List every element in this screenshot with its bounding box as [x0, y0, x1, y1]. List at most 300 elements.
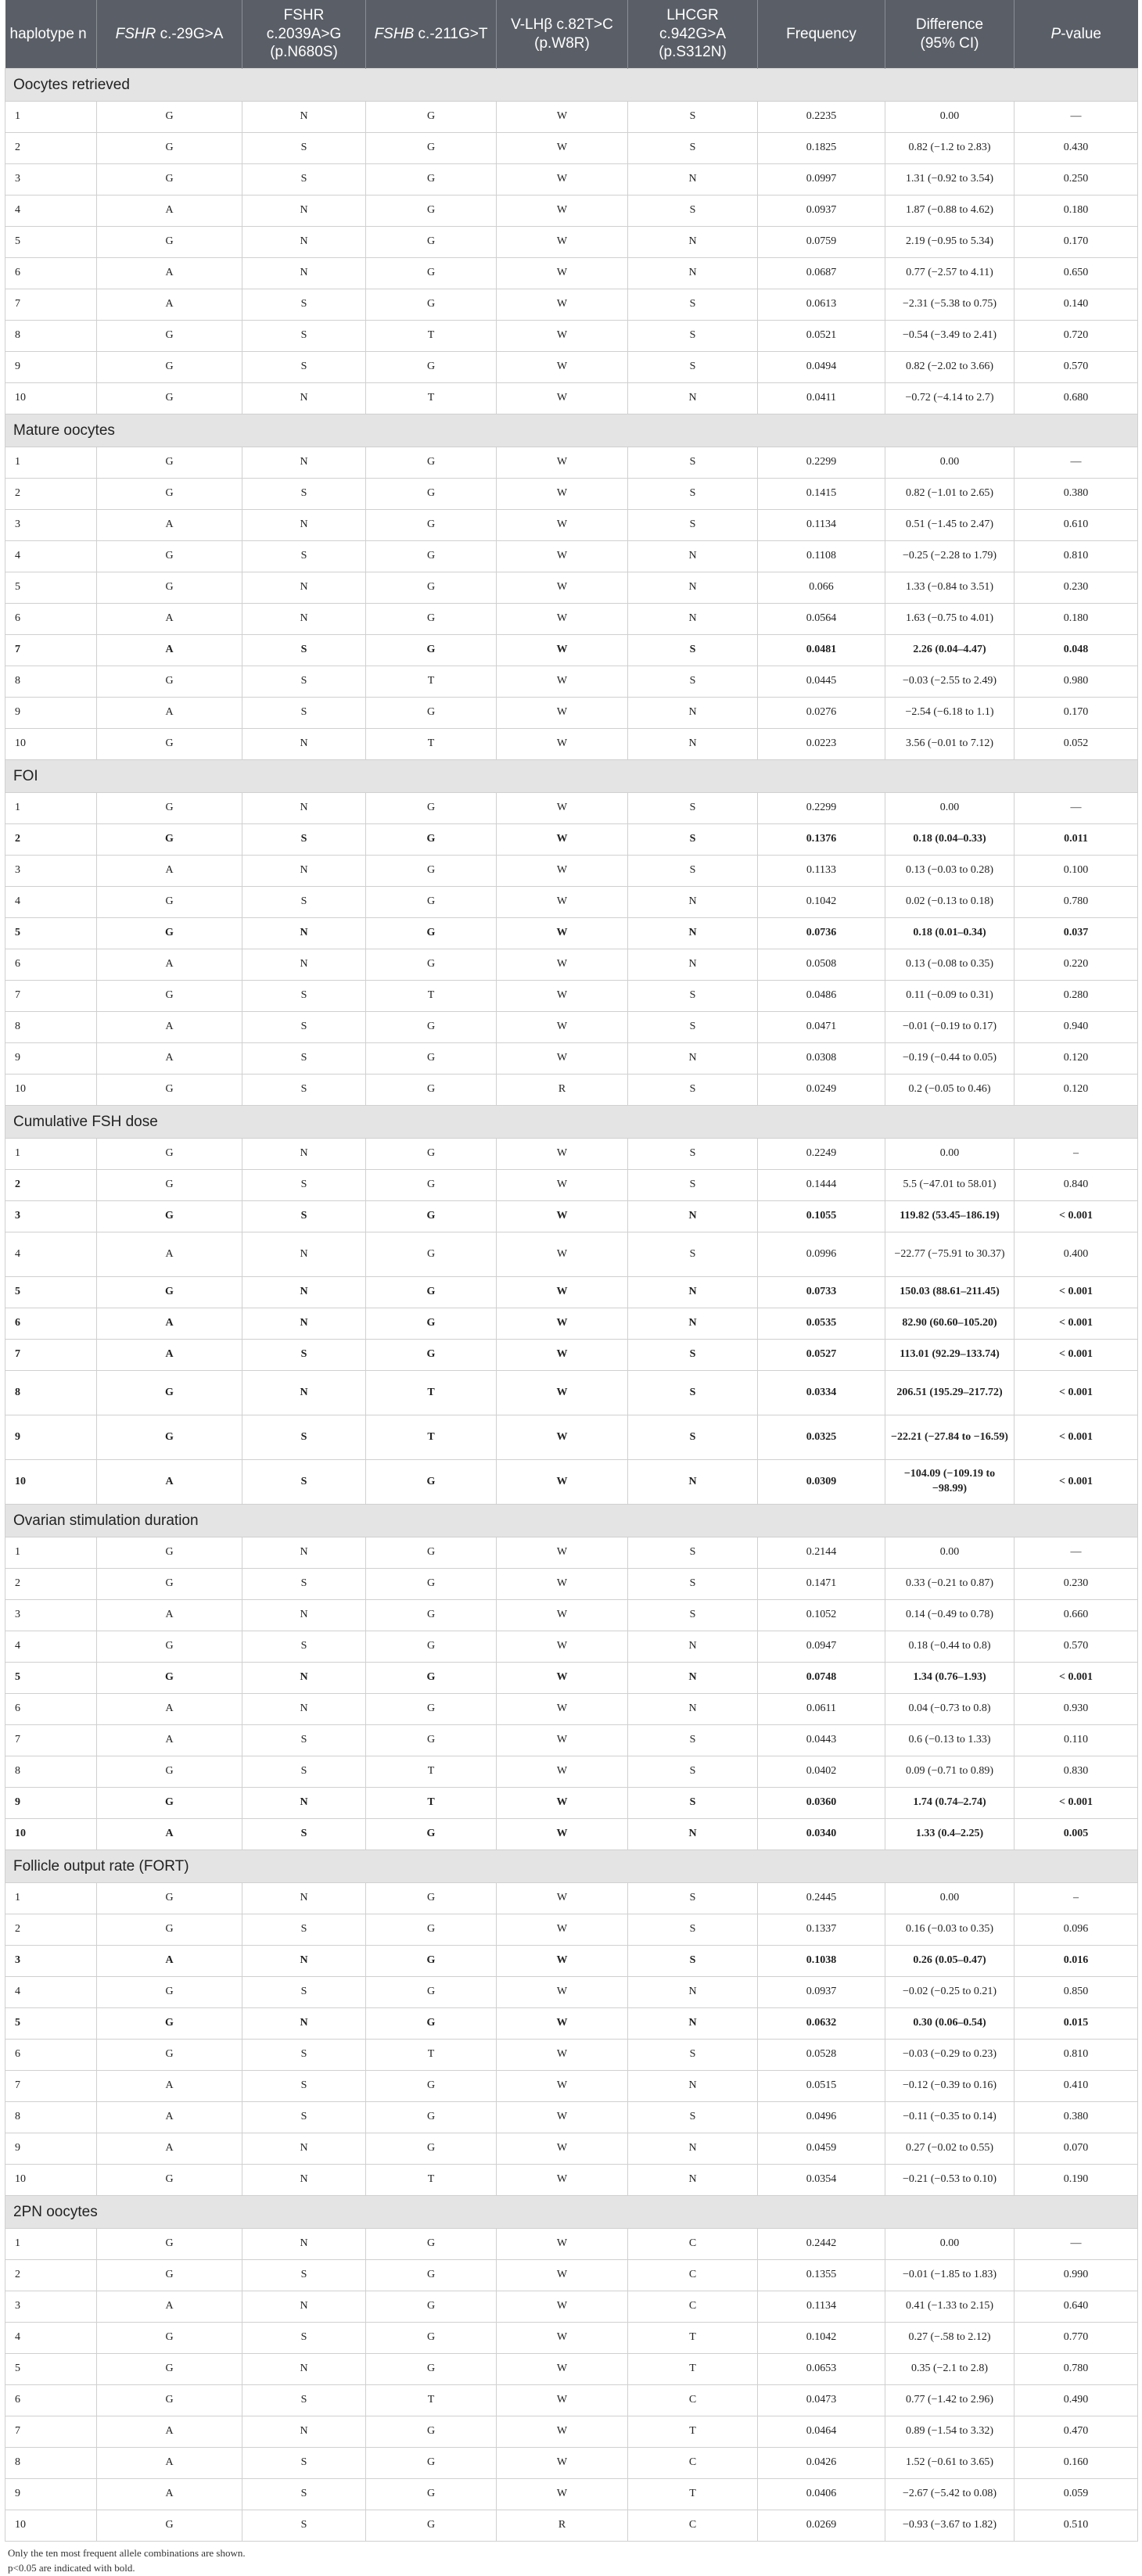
table-row	[5, 1308, 1138, 1340]
table-cell-a: G	[97, 164, 242, 196]
table-cell-c: G	[366, 2354, 497, 2385]
table-cell-diff: 0.27 (−0.02 to 0.55)	[885, 2133, 1015, 2165]
table-cell-b: S	[242, 1569, 366, 1600]
table-cell-b: N	[242, 1308, 366, 1340]
table-cell-e: S	[628, 102, 758, 133]
table-cell-d: W	[497, 918, 628, 949]
table-cell-a: G	[97, 2354, 242, 2385]
table-cell-a: G	[97, 2008, 242, 2040]
table-cell-n: 4	[5, 196, 97, 227]
table-cell-b: N	[242, 1537, 366, 1569]
table-cell-n: 10	[5, 1460, 97, 1505]
table-cell-diff: −22.77 (−75.91 to 30.37)	[885, 1232, 1015, 1277]
table-cell-c: T	[366, 1756, 497, 1788]
table-row	[5, 2448, 1138, 2479]
table-cell-e: C	[628, 2291, 758, 2323]
table-cell-c: G	[366, 227, 497, 258]
table-row	[5, 1977, 1138, 2008]
table-cell-p: < 0.001	[1015, 1340, 1138, 1371]
table-cell-e: N	[628, 2071, 758, 2102]
table-cell-d: W	[497, 321, 628, 352]
table-cell-d: W	[497, 2260, 628, 2291]
table-cell-d: W	[497, 2323, 628, 2354]
table-cell-diff: 150.03 (88.61–211.45)	[885, 1277, 1015, 1308]
table-cell-diff: 1.33 (0.4–2.25)	[885, 1819, 1015, 1850]
table-cell-freq: 0.2299	[758, 447, 885, 479]
table-cell-b: S	[242, 164, 366, 196]
table-cell-p: 0.005	[1015, 1819, 1138, 1850]
table-cell-a: A	[97, 604, 242, 635]
table-cell-p: < 0.001	[1015, 1371, 1138, 1415]
table-cell-e: S	[628, 447, 758, 479]
table-cell-b: S	[242, 1340, 366, 1371]
table-cell-p: 0.190	[1015, 2165, 1138, 2196]
table-cell-e: N	[628, 164, 758, 196]
table-cell-diff: −0.54 (−3.49 to 2.41)	[885, 321, 1015, 352]
table-row	[5, 1537, 1138, 1569]
table-cell-e: S	[628, 1415, 758, 1460]
table-row	[5, 2354, 1138, 2385]
column-header-italic: P	[1050, 25, 1061, 42]
table-cell-d: W	[497, 133, 628, 164]
table-cell-b: S	[242, 289, 366, 321]
table-cell-e: N	[628, 1201, 758, 1232]
table-cell-d: W	[497, 1914, 628, 1946]
table-cell-b: N	[242, 1663, 366, 1694]
table-cell-n: 9	[5, 1043, 97, 1075]
table-row	[5, 383, 1138, 414]
table-row	[5, 2102, 1138, 2133]
table-cell-e: N	[628, 729, 758, 760]
table-cell-c: T	[366, 981, 497, 1012]
table-cell-n: 8	[5, 666, 97, 698]
column-header-text: haplotype n	[9, 25, 87, 42]
table-cell-p: 0.570	[1015, 352, 1138, 383]
table-cell-diff: −22.21 (−27.84 to −16.59)	[885, 1415, 1015, 1460]
table-row	[5, 1756, 1138, 1788]
table-cell-c: T	[366, 729, 497, 760]
table-cell-n: 1	[5, 1537, 97, 1569]
table-cell-n: 5	[5, 2354, 97, 2385]
table-cell-p: < 0.001	[1015, 1663, 1138, 1694]
table-row	[5, 1170, 1138, 1201]
table-cell-e: N	[628, 698, 758, 729]
table-cell-p: 0.180	[1015, 196, 1138, 227]
table-row	[5, 541, 1138, 572]
table-cell-d: W	[497, 1340, 628, 1371]
table-cell-a: G	[97, 1075, 242, 1106]
table-cell-diff: 0.41 (−1.33 to 2.15)	[885, 2291, 1015, 2323]
table-cell-diff: 0.09 (−0.71 to 0.89)	[885, 1756, 1015, 1788]
table-cell-e: S	[628, 2040, 758, 2071]
column-header-line1: FSHR c.2039A>G	[266, 6, 342, 42]
table-cell-e: S	[628, 824, 758, 856]
table-cell-d: W	[497, 1977, 628, 2008]
table-cell-n: 6	[5, 949, 97, 981]
table-cell-freq: 0.1038	[758, 1946, 885, 1977]
table-cell-b: S	[242, 1012, 366, 1043]
table-cell-freq: 0.1376	[758, 824, 885, 856]
table-cell-diff: 0.18 (0.04–0.33)	[885, 824, 1015, 856]
table-cell-d: W	[497, 949, 628, 981]
table-row	[5, 1201, 1138, 1232]
table-cell-p: 0.570	[1015, 1631, 1138, 1663]
table-cell-b: S	[242, 2102, 366, 2133]
table-cell-d: W	[497, 1232, 628, 1277]
table-cell-d: R	[497, 2510, 628, 2542]
table-cell-p: < 0.001	[1015, 1415, 1138, 1460]
table-cell-n: 2	[5, 479, 97, 510]
table-cell-d: W	[497, 793, 628, 824]
table-cell-p: —	[1015, 793, 1138, 824]
table-row	[5, 572, 1138, 604]
table-cell-diff: 0.77 (−2.57 to 4.11)	[885, 258, 1015, 289]
table-cell-a: G	[97, 133, 242, 164]
table-cell-diff: −0.01 (−1.85 to 1.83)	[885, 2260, 1015, 2291]
table-cell-freq: 0.0249	[758, 1075, 885, 1106]
table-cell-d: W	[497, 383, 628, 414]
table-row	[5, 635, 1138, 666]
table-cell-a: A	[97, 1600, 242, 1631]
table-cell-a: A	[97, 1012, 242, 1043]
table-cell-n: 8	[5, 1012, 97, 1043]
column-header	[366, 0, 497, 69]
table-cell-c: G	[366, 289, 497, 321]
table-cell-p: 0.280	[1015, 981, 1138, 1012]
table-cell-p: 0.052	[1015, 729, 1138, 760]
table-cell-p: 0.840	[1015, 1170, 1138, 1201]
table-cell-c: G	[366, 1012, 497, 1043]
table-row	[5, 2416, 1138, 2448]
table-row	[5, 856, 1138, 887]
table-cell-freq: 0.1134	[758, 510, 885, 541]
table-cell-diff: 0.00	[885, 102, 1015, 133]
table-cell-a: G	[97, 1914, 242, 1946]
table-cell-b: S	[242, 1415, 366, 1460]
table-cell-c: G	[366, 793, 497, 824]
table-cell-b: S	[242, 1075, 366, 1106]
table-cell-a: A	[97, 2479, 242, 2510]
table-cell-d: W	[497, 102, 628, 133]
section-header-row	[5, 760, 1138, 793]
table-row	[5, 2260, 1138, 2291]
table-cell-freq: 0.0471	[758, 1012, 885, 1043]
table-cell-e: N	[628, 541, 758, 572]
table-cell-b: N	[242, 949, 366, 981]
table-cell-c: G	[366, 196, 497, 227]
table-row	[5, 698, 1138, 729]
table-row	[5, 479, 1138, 510]
table-cell-d: W	[497, 635, 628, 666]
table-cell-c: T	[366, 2385, 497, 2416]
table-cell-b: S	[242, 2260, 366, 2291]
table-row	[5, 604, 1138, 635]
table-cell-freq: 0.0613	[758, 289, 885, 321]
table-cell-d: W	[497, 1308, 628, 1340]
table-cell-freq: 0.0733	[758, 1277, 885, 1308]
table-cell-a: G	[97, 1977, 242, 2008]
table-cell-d: W	[497, 541, 628, 572]
table-cell-p: –	[1015, 1883, 1138, 1914]
column-header-text: Frequency	[786, 25, 856, 42]
table-cell-p: 0.220	[1015, 949, 1138, 981]
table-cell-d: W	[497, 1663, 628, 1694]
table-cell-freq: 0.2235	[758, 102, 885, 133]
table-cell-b: N	[242, 856, 366, 887]
table-cell-c: G	[366, 1308, 497, 1340]
table-cell-a: A	[97, 635, 242, 666]
table-cell-c: G	[366, 2133, 497, 2165]
table-cell-d: W	[497, 1043, 628, 1075]
table-cell-c: G	[366, 102, 497, 133]
table-cell-c: G	[366, 2323, 497, 2354]
table-cell-diff: −0.03 (−2.55 to 2.49)	[885, 666, 1015, 698]
table-cell-p: 0.037	[1015, 918, 1138, 949]
table-row	[5, 447, 1138, 479]
table-cell-e: N	[628, 1819, 758, 1850]
table-cell-n: 6	[5, 604, 97, 635]
haplotype-table	[5, 0, 1138, 2542]
table-row	[5, 824, 1138, 856]
table-cell-a: G	[97, 1569, 242, 1600]
table-cell-c: T	[366, 2165, 497, 2196]
footnote: Only the ten most frequent allele combinations are shown.	[8, 2547, 246, 2559]
footnotes	[5, 2542, 1137, 2576]
table-row	[5, 1043, 1138, 1075]
table-cell-n: 2	[5, 1914, 97, 1946]
column-header	[497, 0, 628, 69]
table-cell-b: N	[242, 510, 366, 541]
table-cell-a: G	[97, 447, 242, 479]
table-cell-b: S	[242, 2323, 366, 2354]
table-cell-diff: −0.19 (−0.44 to 0.05)	[885, 1043, 1015, 1075]
table-cell-a: G	[97, 102, 242, 133]
table-cell-c: G	[366, 510, 497, 541]
table-cell-d: W	[497, 1756, 628, 1788]
table-cell-e: N	[628, 1694, 758, 1725]
table-cell-d: W	[497, 1371, 628, 1415]
table-cell-e: S	[628, 856, 758, 887]
section-header-row	[5, 1505, 1138, 1537]
table-cell-freq: 0.0276	[758, 698, 885, 729]
table-cell-e: N	[628, 2133, 758, 2165]
table-cell-p: 0.015	[1015, 2008, 1138, 2040]
table-cell-n: 5	[5, 227, 97, 258]
table-cell-c: G	[366, 698, 497, 729]
table-cell-c: G	[366, 479, 497, 510]
table-cell-b: N	[242, 1694, 366, 1725]
table-cell-e: N	[628, 1631, 758, 1663]
table-cell-a: G	[97, 1537, 242, 1569]
table-cell-diff: 0.27 (−.58 to 2.12)	[885, 2323, 1015, 2354]
table-cell-a: G	[97, 2323, 242, 2354]
column-header-line1: LHCGR c.942G>A	[659, 6, 727, 42]
table-cell-p: < 0.001	[1015, 1788, 1138, 1819]
table-cell-d: W	[497, 698, 628, 729]
table-cell-c: G	[366, 2008, 497, 2040]
table-row	[5, 2291, 1138, 2323]
table-cell-a: A	[97, 1460, 242, 1505]
table-cell-c: G	[366, 1631, 497, 1663]
table-cell-n: 1	[5, 102, 97, 133]
table-cell-a: A	[97, 698, 242, 729]
table-cell-a: A	[97, 196, 242, 227]
table-cell-b: S	[242, 479, 366, 510]
table-cell-a: G	[97, 541, 242, 572]
table-cell-b: N	[242, 918, 366, 949]
table-cell-d: W	[497, 2354, 628, 2385]
table-cell-n: 10	[5, 1819, 97, 1850]
table-cell-e: N	[628, 887, 758, 918]
table-cell-n: 5	[5, 918, 97, 949]
table-cell-n: 9	[5, 698, 97, 729]
table-cell-n: 9	[5, 2133, 97, 2165]
table-cell-p: 0.410	[1015, 2071, 1138, 2102]
table-cell-p: 0.470	[1015, 2416, 1138, 2448]
table-cell-freq: 0.1444	[758, 1170, 885, 1201]
table-cell-a: A	[97, 2448, 242, 2479]
table-cell-d: W	[497, 2040, 628, 2071]
table-cell-b: N	[242, 1139, 366, 1170]
table-cell-diff: 0.11 (−0.09 to 0.31)	[885, 981, 1015, 1012]
table-cell-d: W	[497, 2071, 628, 2102]
table-cell-freq: 0.0481	[758, 635, 885, 666]
table-cell-freq: 0.1471	[758, 1569, 885, 1600]
table-cell-b: S	[242, 1460, 366, 1505]
table-cell-e: S	[628, 1371, 758, 1415]
table-row	[5, 1277, 1138, 1308]
table-cell-diff: 1.63 (−0.75 to 4.01)	[885, 604, 1015, 635]
table-cell-e: S	[628, 1012, 758, 1043]
table-row	[5, 1569, 1138, 1600]
table-cell-diff: 1.52 (−0.61 to 3.65)	[885, 2448, 1015, 2479]
table-cell-n: 5	[5, 1663, 97, 1694]
table-cell-c: G	[366, 1914, 497, 1946]
table-cell-diff: 0.18 (−0.44 to 0.8)	[885, 1631, 1015, 1663]
header-row	[5, 0, 1138, 69]
table-row	[5, 2133, 1138, 2165]
table-cell-n: 1	[5, 793, 97, 824]
table-row	[5, 133, 1138, 164]
table-cell-b: S	[242, 1819, 366, 1850]
table-cell-n: 6	[5, 258, 97, 289]
table-cell-n: 2	[5, 824, 97, 856]
table-cell-b: S	[242, 541, 366, 572]
table-cell-n: 7	[5, 2416, 97, 2448]
table-cell-p: 0.930	[1015, 1694, 1138, 1725]
table-cell-diff: 0.77 (−1.42 to 2.96)	[885, 2385, 1015, 2416]
table-row	[5, 1075, 1138, 1106]
table-cell-p: 0.640	[1015, 2291, 1138, 2323]
table-cell-a: A	[97, 1725, 242, 1756]
table-cell-n: 7	[5, 1340, 97, 1371]
table-cell-freq: 0.0937	[758, 1977, 885, 2008]
table-cell-d: W	[497, 2008, 628, 2040]
table-cell-d: W	[497, 2102, 628, 2133]
table-cell-b: S	[242, 352, 366, 383]
table-cell-freq: 0.0508	[758, 949, 885, 981]
table-cell-e: N	[628, 1977, 758, 2008]
table-cell-freq: 0.066	[758, 572, 885, 604]
table-cell-c: G	[366, 352, 497, 383]
table-row	[5, 1600, 1138, 1631]
table-cell-freq: 0.0486	[758, 981, 885, 1012]
table-cell-diff: −0.21 (−0.53 to 0.10)	[885, 2165, 1015, 2196]
table-cell-e: N	[628, 949, 758, 981]
table-cell-diff: −2.67 (−5.42 to 0.08)	[885, 2479, 1015, 2510]
table-cell-a: G	[97, 572, 242, 604]
table-cell-freq: 0.1355	[758, 2260, 885, 2291]
table-cell-b: N	[242, 227, 366, 258]
table-cell-a: G	[97, 729, 242, 760]
table-cell-c: G	[366, 1663, 497, 1694]
table-cell-c: G	[366, 447, 497, 479]
table-cell-n: 3	[5, 856, 97, 887]
table-cell-p: 0.160	[1015, 2448, 1138, 2479]
table-cell-diff: 1.87 (−0.88 to 4.62)	[885, 196, 1015, 227]
table-cell-e: T	[628, 2416, 758, 2448]
table-row	[5, 1415, 1138, 1460]
table-cell-diff: 0.00	[885, 1883, 1015, 1914]
table-cell-p: 0.380	[1015, 2102, 1138, 2133]
table-cell-diff: −0.11 (−0.35 to 0.14)	[885, 2102, 1015, 2133]
table-cell-a: G	[97, 2165, 242, 2196]
table-cell-p: 0.230	[1015, 572, 1138, 604]
table-cell-n: 10	[5, 1075, 97, 1106]
table-cell-freq: 0.0611	[758, 1694, 885, 1725]
table-cell-p: 0.016	[1015, 1946, 1138, 1977]
table-cell-d: W	[497, 352, 628, 383]
table-cell-diff: 2.19 (−0.95 to 5.34)	[885, 227, 1015, 258]
table-cell-c: G	[366, 2229, 497, 2260]
table-cell-diff: 0.13 (−0.03 to 0.28)	[885, 856, 1015, 887]
table-cell-c: G	[366, 1232, 497, 1277]
table-cell-c: G	[366, 2260, 497, 2291]
table-row	[5, 1663, 1138, 1694]
table-body	[5, 69, 1138, 2542]
table-cell-c: T	[366, 2040, 497, 2071]
table-cell-e: N	[628, 2008, 758, 2040]
table-cell-b: N	[242, 1371, 366, 1415]
table-row	[5, 164, 1138, 196]
table-cell-diff: −104.09 (−109.19 to −98.99)	[885, 1460, 1015, 1505]
table-cell-b: N	[242, 1277, 366, 1308]
table-cell-freq: 0.0308	[758, 1043, 885, 1075]
table-cell-c: G	[366, 1170, 497, 1201]
table-cell-freq: 0.2249	[758, 1139, 885, 1170]
table-cell-b: S	[242, 133, 366, 164]
table-row	[5, 289, 1138, 321]
column-header-text: c.-29G>A	[156, 25, 224, 42]
table-row	[5, 227, 1138, 258]
table-cell-diff: 3.56 (−0.01 to 7.12)	[885, 729, 1015, 760]
table-cell-d: W	[497, 824, 628, 856]
table-cell-b: S	[242, 2448, 366, 2479]
table-cell-e: S	[628, 1914, 758, 1946]
table-cell-a: G	[97, 666, 242, 698]
table-cell-freq: 0.2445	[758, 1883, 885, 1914]
table-cell-a: A	[97, 856, 242, 887]
table-cell-freq: 0.0687	[758, 258, 885, 289]
table-cell-freq: 0.1415	[758, 479, 885, 510]
table-cell-n: 1	[5, 1883, 97, 1914]
table-cell-a: G	[97, 2260, 242, 2291]
table-cell-freq: 0.1108	[758, 541, 885, 572]
table-cell-c: G	[366, 1883, 497, 1914]
table-cell-n: 8	[5, 2102, 97, 2133]
table-cell-a: A	[97, 2133, 242, 2165]
section-title: 2PN oocytes	[5, 2196, 1138, 2229]
